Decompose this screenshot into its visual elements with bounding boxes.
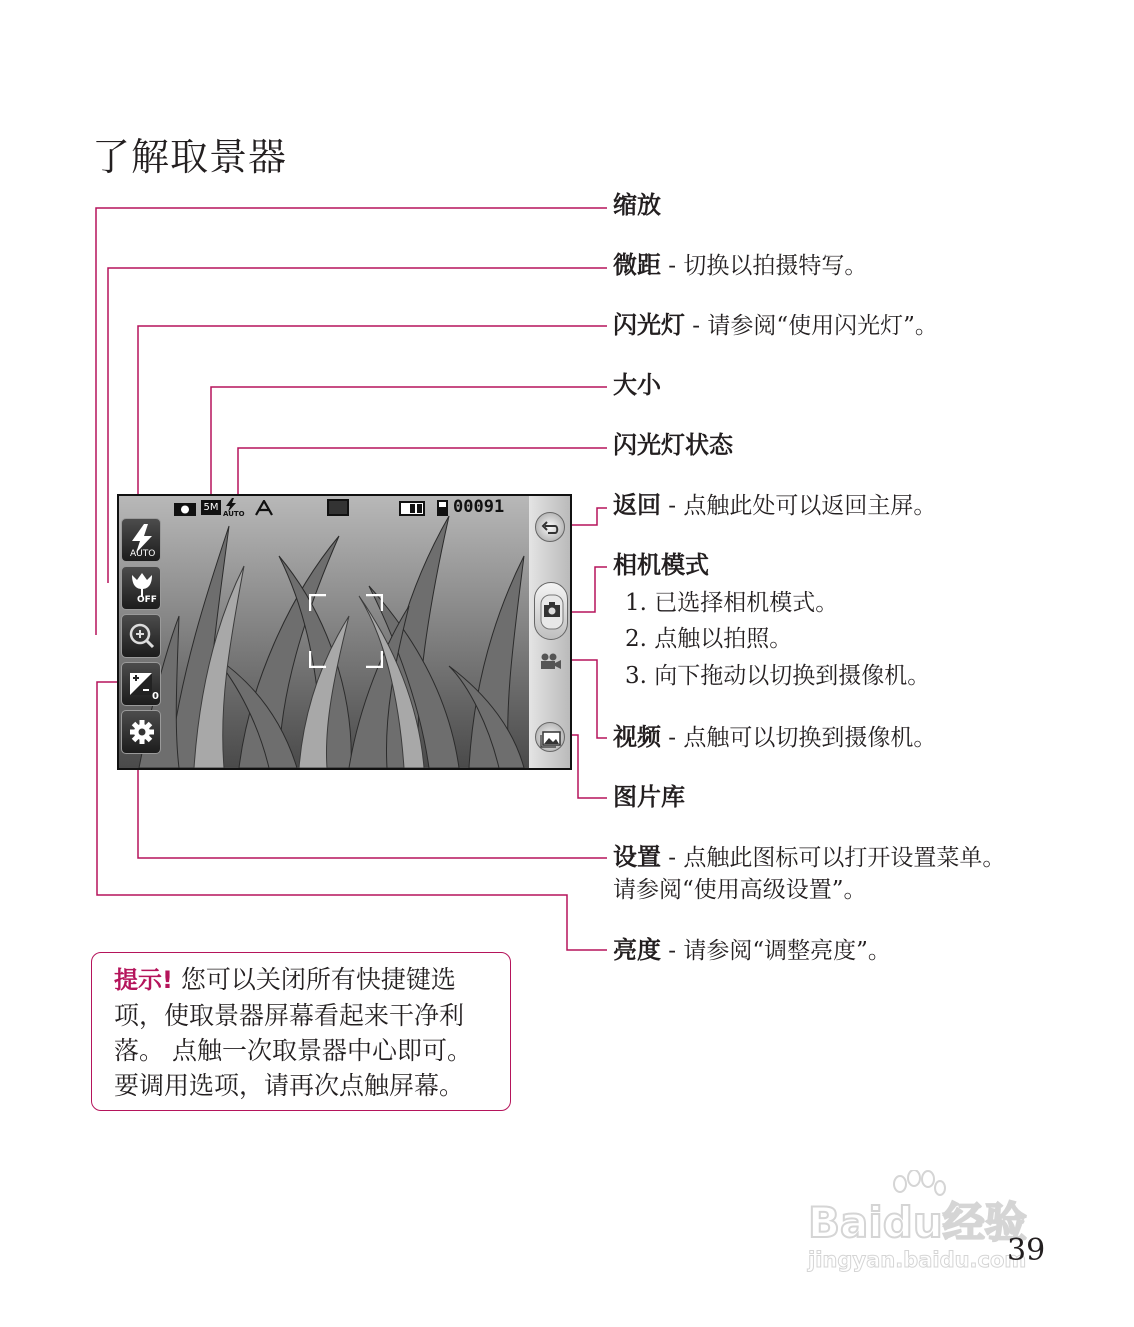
- settings-label-name: 设置: [613, 843, 661, 871]
- camera-mode-step: 1. 已选择相机模式。: [625, 590, 839, 616]
- macro-button[interactable]: [121, 566, 161, 610]
- flash-label-desc: - 请参阅“使用闪光灯”。: [685, 313, 938, 339]
- flash-status-label: [613, 429, 733, 461]
- camera-mode-label-name: 相机模式: [613, 551, 709, 579]
- settings-label-desc2: 请参阅“使用高级设置”。: [613, 877, 867, 903]
- flash-status-label-name: 闪光灯状态: [613, 431, 733, 459]
- settings-button[interactable]: [121, 710, 161, 754]
- settings-label-desc: - 点触此图标可以打开设置菜单。: [661, 845, 1006, 871]
- flash-button[interactable]: [121, 518, 161, 562]
- size-icon: 5M: [201, 500, 221, 515]
- flash-label: [613, 309, 938, 342]
- tip-line: 项，使取景器屏幕看起来干净利: [114, 1001, 465, 1030]
- tip-line: [114, 962, 490, 998]
- tip-line: 要调用选项，请再次点触屏幕。: [114, 1071, 465, 1100]
- flash-mode-text: AUTO: [130, 549, 156, 559]
- back-label-desc: - 点触此处可以返回主屏。: [661, 493, 937, 519]
- zoom-label: [613, 189, 661, 221]
- brightness-label: [613, 934, 891, 967]
- size-label-name: 大小: [613, 371, 661, 399]
- camera-mode-step: 3. 向下拖动以切换到摄像机。: [625, 663, 931, 689]
- macro-label: [613, 249, 867, 282]
- gallery-button[interactable]: [535, 722, 565, 752]
- camera-shutter-button[interactable]: [534, 582, 568, 640]
- video-label-name: 视频: [613, 723, 661, 751]
- back-label-name: 返回: [613, 491, 661, 519]
- gallery-icon: [536, 723, 566, 753]
- gallery-label-name: 图片库: [613, 783, 685, 811]
- watermark-brand: Baidu经验: [808, 1198, 1027, 1247]
- macro-label-desc: - 切换以拍摄特写。: [661, 253, 868, 279]
- settings-label: [613, 841, 1005, 874]
- scene-icon: [255, 500, 273, 516]
- shot-counter: 00091: [453, 497, 505, 517]
- memory-icon: [436, 499, 449, 517]
- tip-box: [91, 952, 511, 1111]
- size-label: [613, 369, 661, 401]
- brightness-button[interactable]: [121, 662, 161, 706]
- status-bar: [119, 496, 529, 520]
- camera-mode-step: 2. 点触以拍照。: [625, 626, 793, 652]
- battery-icon: [399, 501, 425, 516]
- gallery-label: [613, 781, 685, 813]
- back-arrow-icon: [536, 513, 566, 543]
- back-button[interactable]: [535, 512, 565, 542]
- page-title: 了解取景器: [92, 135, 288, 179]
- zoom-button[interactable]: [121, 614, 161, 658]
- camera-mode-icon: [174, 501, 196, 516]
- video-label-desc: - 点触可以切换到摄像机。: [661, 725, 937, 751]
- brightness-value: 0: [152, 691, 159, 702]
- flash-label-name: 闪光灯: [613, 311, 685, 339]
- back-label: [613, 489, 936, 522]
- gear-icon: [122, 711, 162, 755]
- right-toolbar: [529, 496, 572, 768]
- page-number: 39: [1007, 1233, 1046, 1268]
- brightness-label-name: 亮度: [613, 936, 661, 964]
- tip-line: 落。 点触一次取景器中心即可。: [114, 1036, 472, 1065]
- brightness-label-desc: - 请参阅“调整亮度”。: [661, 938, 891, 964]
- storage-icon: [327, 499, 349, 516]
- video-label: [613, 721, 936, 754]
- video-camera-icon[interactable]: [539, 652, 563, 670]
- viewfinder-screen[interactable]: [117, 494, 572, 770]
- zoom-label-name: 缩放: [613, 191, 661, 219]
- zoom-magnifier-icon: [122, 615, 162, 659]
- macro-mode-text: OFF: [137, 595, 157, 605]
- flash-status-text: AUTO: [223, 510, 245, 518]
- focus-frame: [309, 594, 383, 668]
- flash-status-icon: [223, 498, 247, 520]
- camera-mode-label: [613, 549, 709, 581]
- left-toolbar: [119, 518, 163, 768]
- macro-label-name: 微距: [613, 251, 661, 279]
- tip-line-text: 您可以关闭所有快捷键选: [180, 965, 456, 994]
- watermark-url: jingyan.baidu.com: [808, 1248, 1027, 1272]
- tip-label: 提示!: [114, 966, 173, 994]
- camera-icon: [535, 583, 569, 641]
